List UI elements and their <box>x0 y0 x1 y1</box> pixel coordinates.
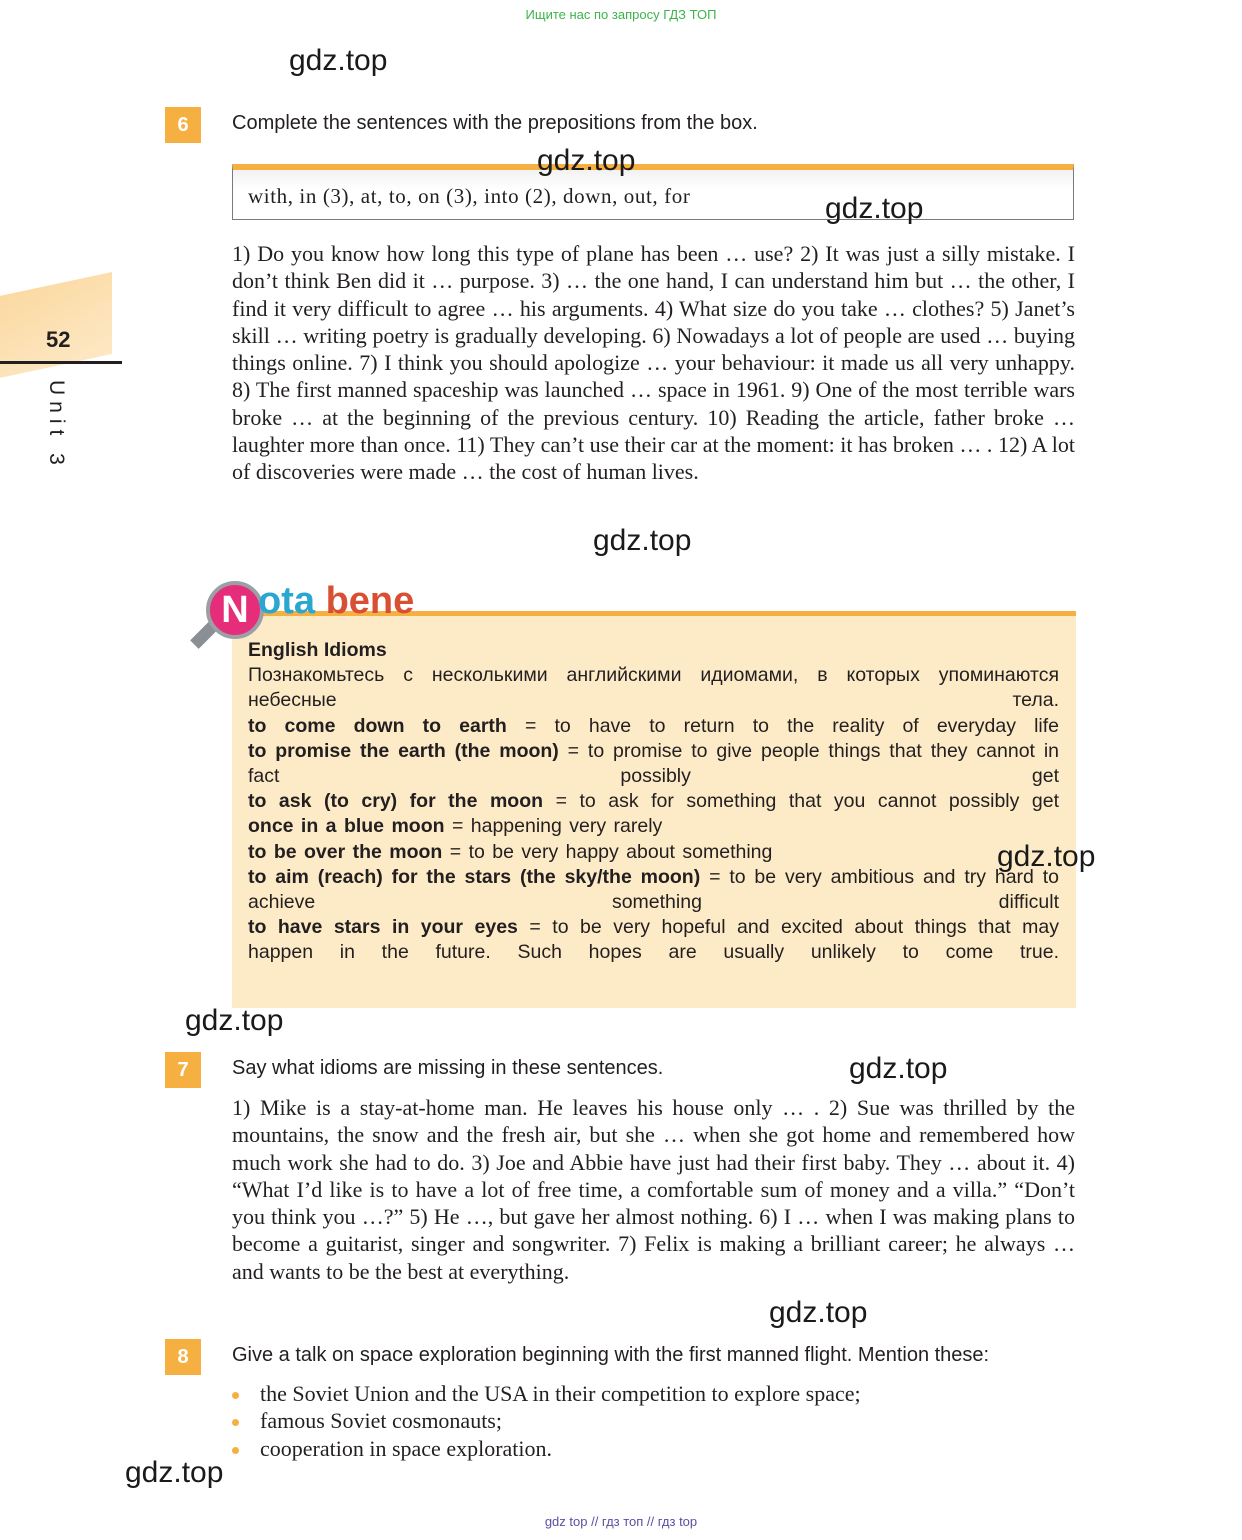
page-number: 52 <box>46 327 71 352</box>
nota-bene-logo-bene: bene <box>325 580 415 622</box>
exercise-6-text: 1) Do you know how long this type of plane has been … use? 2) It was just a silly mistake. I don’t think Ben did it … purpose. 3) … the one hand, I can understand him but … the other, I find it very difficult to agree … his arguments. 4) What size do you take … clothes? 5) Janet’s skill … writing poetry is gradually developing. 6) Nowadays a lot of people are used … buying things online. 7) I think you should apologize … your behaviour: it made us all very unhappy. 8) The first manned spaceship was launched … space in 1961. 9) One of the most terrible wars broke … at the beginning of the previous century. 10) Reading the article, father broke … laughter more than once. 11) They can’t use their car at the moment: it has broken … . 12) A lot of discoveries were made … the cost of human lives. <box>232 241 1075 485</box>
watermark: gdz.top <box>185 1004 284 1037</box>
list-item: famous Soviet cosmonauts; <box>232 1407 861 1434</box>
watermark: gdz.top <box>593 524 692 557</box>
exercise-7-text: 1) Mike is a stay-at-home man. He leaves his house only … . 2) Sue was thrilled by the mountains, the snow and the fresh air, but she … when she got home and remembered how much work she had to do. 3) Joe and Abbie have just had their first baby. They … about it. 4) “What I’d like is to have a lot of free time, a comfortable sum of money and a villa.” “Don’t you think you …?” 5) He …, but gave her almost nothing. 6) I … when I was making plans to become a guitarist, singer and songwriter. 7) Felix is making a brilliant career; he always … and wants to be the best at everything. <box>232 1095 1075 1284</box>
list-item: cooperation in space exploration. <box>232 1435 861 1462</box>
nota-bene-logo-icon: N <box>206 581 264 639</box>
nota-bene-logo-ota: ota <box>258 580 315 622</box>
watermark: gdz.top <box>849 1052 948 1085</box>
nota-bene-heading: English Idioms <box>248 639 387 661</box>
idiom-item: to have stars in your eyes = to be very hopeful and excited about things that may happen in the future. Such hopes are usually unlikely to come true. <box>248 916 1059 964</box>
watermark: gdz.top <box>825 192 924 225</box>
footer-links: gdz top // гдз топ // гдз top <box>544 1514 698 1529</box>
watermark: gdz.top <box>997 840 1096 873</box>
watermark: gdz.top <box>537 144 636 177</box>
list-item: the Soviet Union and the USA in their competition to explore space; <box>232 1380 861 1407</box>
exercise-8-number: 8 <box>165 1339 201 1375</box>
watermark: gdz.top <box>125 1456 224 1489</box>
watermark: gdz.top <box>289 44 388 77</box>
page-divider <box>0 361 122 364</box>
watermark: gdz.top <box>769 1296 868 1329</box>
nota-bene-content <box>248 638 1059 966</box>
idiom-item: to aim (reach) for the stars (the sky/the moon) = to be very ambitious and try hard to achieve something difficult <box>248 865 1060 914</box>
nota-bene-intro: Познакомьтесь с несколькими английскими идиомами, в которых упоминаются небесные тела. <box>248 664 1059 712</box>
exercise-6-number: 6 <box>165 107 201 143</box>
exercise-8-bullets <box>232 1380 861 1462</box>
idiom-item: to be over the moon = to be very happy about something <box>248 840 773 863</box>
exercise-8-title: Give a talk on space exploration beginning with the first manned flight. Mention these: <box>232 1344 990 1366</box>
exercise-7-title: Say what idioms are missing in these sentences. <box>232 1057 664 1079</box>
exercise-7-number: 7 <box>165 1052 201 1088</box>
idiom-item: to ask (to cry) for the moon = to ask for something that you cannot possibly get <box>248 790 1059 813</box>
preposition-list: with, in (3), at, to, on (3), into (2), down, out, for <box>248 184 691 208</box>
top-banner: Ищите нас по запросу ГДЗ ТОП <box>525 7 717 22</box>
unit-label: Unit 3 <box>45 380 68 471</box>
idiom-item: to come down to earth = to have to return to the reality of everyday life <box>248 714 1059 737</box>
nota-bene-title <box>258 580 414 623</box>
idiom-item: once in a blue moon = happening very rarely <box>248 815 663 838</box>
exercise-6-title: Complete the sentences with the prepositions from the box. <box>232 112 758 134</box>
idiom-item: to promise the earth (the moon) = to promise to give people things that they cannot in fact possibly get <box>248 739 1059 788</box>
